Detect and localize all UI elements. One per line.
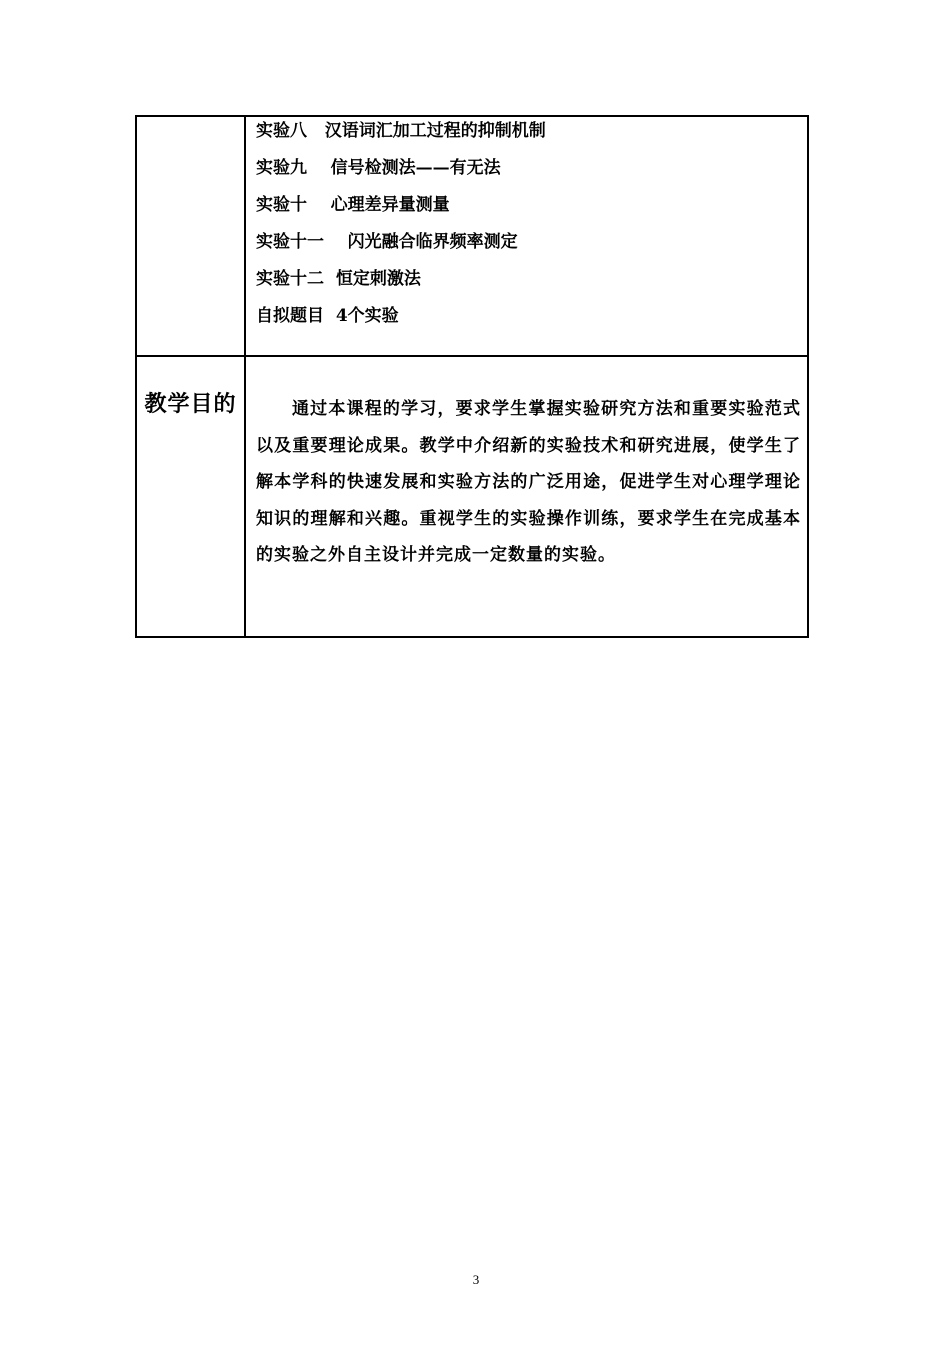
- experiments-content-cell: [245, 116, 808, 356]
- course-info-table: [135, 115, 809, 638]
- experiment-item: 实验八 汉语词汇加工过程的抑制机制: [256, 121, 546, 141]
- experiment-item: 实验十二 恒定刺激法: [256, 269, 421, 289]
- experiments-label-cell: [136, 116, 245, 356]
- experiment-item: 实验九 信号检测法——有无法: [256, 158, 501, 178]
- experiment-item: 实验十一 闪光融合临界频率测定: [256, 232, 518, 252]
- experiment-item: 自拟题目 4个实验: [256, 306, 399, 326]
- teaching-goal-label: 教学目的: [136, 356, 245, 637]
- experiment-item: 实验十 心理差异量测量: [256, 195, 450, 215]
- experiments-row: [136, 116, 808, 356]
- teaching-goal-content-cell: [245, 356, 808, 637]
- teaching-goal-text: 通过本课程的学习，要求学生掌握实验研究方法和重要实验范式以及重要理论成果。教学中介绍新的实验技术和研究进展，使学生了解本学科的快速发展和实验方法的广泛用途，促进学生对心理学理论知识的理解和兴趣。重视学生的实验操作训练，要求学生在完成基本的实验之外自主设计并完成一定数量的实验。: [256, 399, 801, 565]
- experiment-list: [246, 117, 807, 339]
- teaching-goal-row: [136, 356, 808, 637]
- page-number: 3: [472, 1272, 480, 1287]
